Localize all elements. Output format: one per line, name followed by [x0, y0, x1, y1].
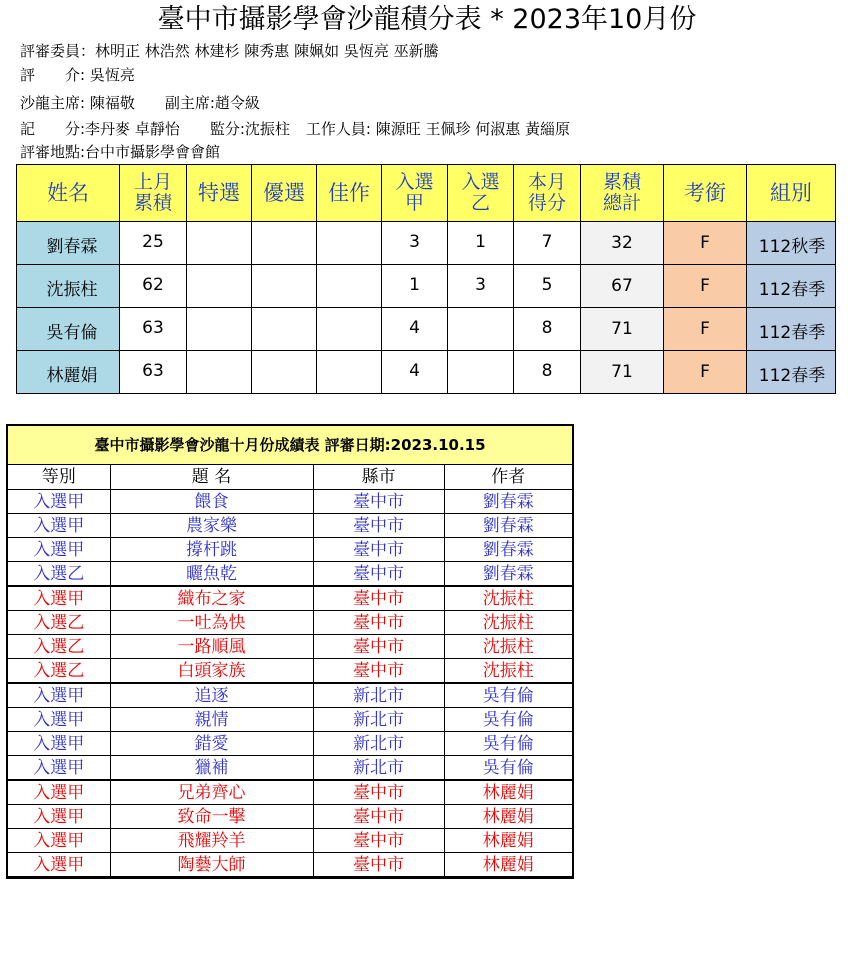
score-cell-name: 吳有倫 — [17, 308, 120, 351]
intro-line: 評 介: 吳恆亮 — [20, 66, 135, 84]
score-row — [17, 351, 836, 394]
results-cell-grade: 入選甲 — [8, 756, 110, 781]
results-row — [8, 829, 572, 853]
results-cell-city: 臺中市 — [313, 829, 444, 853]
score-row — [17, 265, 836, 308]
score-header-cell: 特選 — [187, 165, 252, 222]
results-header-cell: 縣市 — [313, 465, 444, 490]
results-row — [8, 562, 572, 587]
score-cell-a: 3 — [382, 222, 448, 265]
results-cell-city: 新北市 — [313, 756, 444, 781]
results-cell-work: 親情 — [110, 708, 313, 732]
results-cell-author: 林麗娟 — [444, 853, 572, 877]
score-header-cell: 優選 — [252, 165, 317, 222]
results-cell-city: 臺中市 — [313, 514, 444, 538]
score-header-cell: 佳作 — [317, 165, 382, 222]
results-cell-grade: 入選乙 — [8, 611, 110, 635]
results-cell-grade: 入選甲 — [8, 708, 110, 732]
score-cell-group: 112秋季 — [747, 222, 836, 265]
results-cell-work: 曬魚乾 — [110, 562, 313, 587]
results-cell-grade: 入選甲 — [8, 805, 110, 829]
score-cell-b: 1 — [448, 222, 514, 265]
results-cell-city: 新北市 — [313, 708, 444, 732]
results-row — [8, 708, 572, 732]
score-cell-group: 112春季 — [747, 351, 836, 394]
score-cell-total: 71 — [581, 351, 664, 394]
results-cell-work: 追逐 — [110, 683, 313, 708]
recorder-line — [20, 118, 570, 140]
score-cell-name: 沈振柱 — [17, 265, 120, 308]
results-cell-city: 臺中市 — [313, 780, 444, 805]
results-cell-city: 臺中市 — [313, 611, 444, 635]
results-cell-author: 林麗娟 — [444, 780, 572, 805]
page-title: 臺中市攝影學會沙龍積分表 * 2023年10月份 — [157, 4, 697, 35]
results-row — [8, 756, 572, 781]
score-row — [17, 308, 836, 351]
score-cell-prev: 25 — [120, 222, 187, 265]
results-cell-author: 林麗娟 — [444, 829, 572, 853]
score-cell-good — [317, 351, 382, 394]
results-cell-grade: 入選甲 — [8, 683, 110, 708]
results-cell-grade: 入選甲 — [8, 586, 110, 611]
score-cell-excellent — [252, 351, 317, 394]
results-cell-author: 劉春霖 — [444, 514, 572, 538]
results-row — [8, 732, 572, 756]
results-cell-work: 獵補 — [110, 756, 313, 781]
results-cell-grade: 入選乙 — [8, 562, 110, 587]
results-cell-city: 新北市 — [313, 732, 444, 756]
results-cell-work: 餵食 — [110, 490, 313, 514]
results-cell-work: 白頭家族 — [110, 659, 313, 684]
results-cell-city: 新北市 — [313, 683, 444, 708]
score-cell-total: 67 — [581, 265, 664, 308]
results-table — [6, 424, 574, 879]
results-cell-grade: 入選甲 — [8, 853, 110, 877]
score-cell-b — [448, 308, 514, 351]
results-cell-grade: 入選乙 — [8, 635, 110, 659]
results-cell-author: 劉春霖 — [444, 562, 572, 587]
score-header-cell: 組別 — [747, 165, 836, 222]
score-cell-b — [448, 351, 514, 394]
score-cell-total: 32 — [581, 222, 664, 265]
score-cell-good — [317, 222, 382, 265]
score-cell-name: 林麗娟 — [17, 351, 120, 394]
results-row — [8, 611, 572, 635]
results-cell-work: 錯愛 — [110, 732, 313, 756]
chair-text: 沙龍主席: 陳福敬 — [20, 94, 135, 112]
recorder-text: 記 分:李丹麥 卓靜怡 — [20, 120, 180, 138]
score-cell-prev: 63 — [120, 351, 187, 394]
score-cell-group: 112春季 — [747, 308, 836, 351]
results-header-cell: 題 名 — [110, 465, 313, 490]
results-cell-city: 臺中市 — [313, 805, 444, 829]
score-cell-month: 8 — [514, 351, 581, 394]
results-cell-grade: 入選甲 — [8, 538, 110, 562]
results-cell-city: 臺中市 — [313, 490, 444, 514]
results-cell-work: 織布之家 — [110, 586, 313, 611]
score-cell-excellent — [252, 308, 317, 351]
score-cell-special — [187, 265, 252, 308]
score-cell-name: 劉春霖 — [17, 222, 120, 265]
staff-text: 工作人員: 陳源旺 王佩珍 何淑惠 黃緇原 — [305, 120, 571, 138]
score-cell-month: 8 — [514, 308, 581, 351]
results-cell-work: 撐杆跳 — [110, 538, 313, 562]
results-cell-work: 一路順風 — [110, 635, 313, 659]
score-header-cell: 本月 得分 — [514, 165, 581, 222]
results-header-cell: 作者 — [444, 465, 572, 490]
score-cell-month: 5 — [514, 265, 581, 308]
results-row — [8, 853, 572, 877]
results-cell-grade: 入選甲 — [8, 780, 110, 805]
score-cell-exam: F — [664, 222, 747, 265]
results-row — [8, 586, 572, 611]
score-header-cell: 入選 乙 — [448, 165, 514, 222]
results-cell-work: 陶藝大師 — [110, 853, 313, 877]
score-header-cell: 姓名 — [17, 165, 120, 222]
results-header-row — [8, 465, 572, 490]
venue-line: 評審地點:台中市攝影學會會館 — [20, 143, 221, 161]
score-cell-special — [187, 308, 252, 351]
score-cell-prev: 63 — [120, 308, 187, 351]
results-row — [8, 538, 572, 562]
results-row — [8, 514, 572, 538]
score-cell-good — [317, 308, 382, 351]
results-cell-grade: 入選甲 — [8, 732, 110, 756]
score-cell-exam: F — [664, 265, 747, 308]
results-header-cell: 等別 — [8, 465, 110, 490]
results-cell-author: 沈振柱 — [444, 586, 572, 611]
score-header-cell: 入選 甲 — [382, 165, 448, 222]
score-cell-a: 4 — [382, 351, 448, 394]
results-cell-work: 一吐為快 — [110, 611, 313, 635]
score-header-cell: 考銜 — [664, 165, 747, 222]
score-cell-exam: F — [664, 351, 747, 394]
score-cell-b: 3 — [448, 265, 514, 308]
score-cell-total: 71 — [581, 308, 664, 351]
score-cell-month: 7 — [514, 222, 581, 265]
judges-line: 評審委員：林明正 林浩然 林建杉 陳秀惠 陳姵如 吳恆亮 巫新騰 — [20, 42, 439, 60]
results-row — [8, 805, 572, 829]
results-cell-author: 吳有倫 — [444, 756, 572, 781]
score-header-row — [17, 165, 836, 222]
score-header-cell: 上月 累積 — [120, 165, 187, 222]
results-row — [8, 683, 572, 708]
results-cell-work: 兄弟齊心 — [110, 780, 313, 805]
results-title: 臺中市攝影學會沙龍十月份成績表 評審日期:2023.10.15 — [8, 426, 572, 465]
results-row — [8, 635, 572, 659]
results-cell-grade: 入選甲 — [8, 829, 110, 853]
supervisor-text: 監分:沈振柱 — [209, 120, 290, 138]
results-cell-author: 吳有倫 — [444, 708, 572, 732]
results-cell-city: 臺中市 — [313, 586, 444, 611]
score-cell-special — [187, 222, 252, 265]
results-cell-city: 臺中市 — [313, 538, 444, 562]
results-row — [8, 780, 572, 805]
results-cell-author: 劉春霖 — [444, 538, 572, 562]
results-cell-work: 致命一擊 — [110, 805, 313, 829]
results-row — [8, 490, 572, 514]
results-cell-grade: 入選甲 — [8, 490, 110, 514]
score-cell-exam: F — [664, 308, 747, 351]
score-cell-a: 1 — [382, 265, 448, 308]
results-cell-city: 臺中市 — [313, 562, 444, 587]
results-cell-author: 沈振柱 — [444, 635, 572, 659]
score-cell-prev: 62 — [120, 265, 187, 308]
results-cell-author: 劉春霖 — [444, 490, 572, 514]
results-cell-author: 沈振柱 — [444, 659, 572, 684]
results-row — [8, 659, 572, 684]
results-cell-author: 吳有倫 — [444, 683, 572, 708]
score-cell-good — [317, 265, 382, 308]
score-cell-group: 112春季 — [747, 265, 836, 308]
results-cell-author: 林麗娟 — [444, 805, 572, 829]
results-cell-grade: 入選甲 — [8, 514, 110, 538]
score-cell-excellent — [252, 265, 317, 308]
results-cell-city: 臺中市 — [313, 853, 444, 877]
score-cell-excellent — [252, 222, 317, 265]
score-table — [16, 164, 836, 394]
results-cell-author: 沈振柱 — [444, 611, 572, 635]
chair-line — [20, 92, 260, 114]
results-cell-city: 臺中市 — [313, 635, 444, 659]
results-cell-work: 飛耀羚羊 — [110, 829, 313, 853]
score-header-cell: 累積 總計 — [581, 165, 664, 222]
results-cell-work: 農家樂 — [110, 514, 313, 538]
score-cell-special — [187, 351, 252, 394]
vice-chair-text: 副主席:趙令級 — [164, 94, 260, 112]
score-row — [17, 222, 836, 265]
results-cell-city: 臺中市 — [313, 659, 444, 684]
results-cell-grade: 入選乙 — [8, 659, 110, 684]
results-cell-author: 吳有倫 — [444, 732, 572, 756]
score-cell-a: 4 — [382, 308, 448, 351]
